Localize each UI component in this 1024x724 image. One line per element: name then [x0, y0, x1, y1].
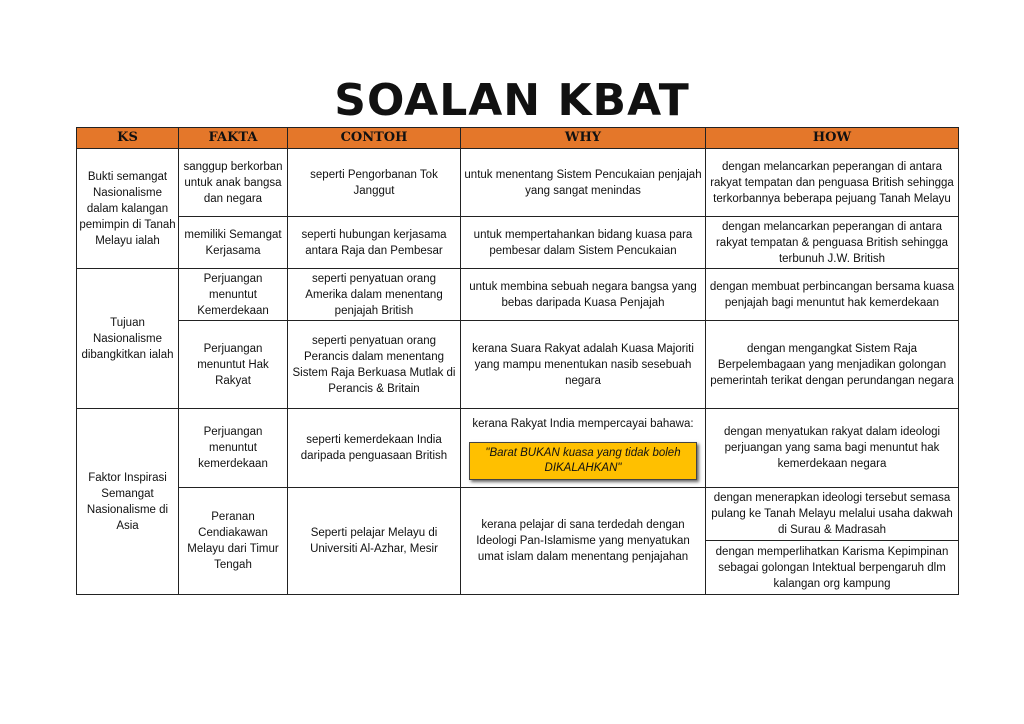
how-cell: dengan melancarkan peperangan di antara rakyat tempatan & penguasa British sehingga terbunuh J.W. British — [706, 217, 959, 269]
table-header-row — [77, 128, 959, 149]
header-why: WHY — [461, 128, 706, 149]
table-row — [77, 488, 959, 595]
fakta-cell: memiliki Semangat Kerjasama — [179, 217, 288, 269]
page-title: SOALAN KBAT — [334, 75, 690, 126]
contoh-cell: seperti penyatuan orang Perancis dalam menentang Sistem Raja Berkuasa Mutlak di Perancis & Britain — [288, 321, 461, 409]
why-text: kerana Rakyat India mempercayai bahawa: — [472, 418, 694, 430]
ks-cell: Tujuan Nasionalisme dibangkitkan ialah — [77, 269, 179, 409]
fakta-cell: Perjuangan menuntut kemerdekaan — [179, 409, 288, 488]
kbat-table — [76, 127, 959, 595]
ks-cell: Faktor Inspirasi Semangat Nasionalisme di Asia — [77, 409, 179, 595]
how-subcell: dengan menerapkan ideologi tersebut semasa pulang ke Tanah Melayu melalui usaha dakwah di Surau & Madrasah — [706, 488, 958, 541]
table-row — [77, 409, 959, 488]
table-row — [77, 321, 959, 409]
how-cell: dengan mengangkat Sistem Raja Berpelembagaan yang menjadikan golongan pemerintah terikat dengan perundangan negara — [706, 321, 959, 409]
how-cell — [706, 488, 959, 595]
table-row — [77, 217, 959, 269]
fakta-cell: Peranan Cendiakawan Melayu dari Timur Tengah — [179, 488, 288, 595]
quote-callout: "Barat BUKAN kuasa yang tidak boleh DIKALAHKAN" — [469, 442, 697, 480]
contoh-cell: seperti penyatuan orang Amerika dalam menentang penjajah British — [288, 269, 461, 321]
table-row — [77, 269, 959, 321]
how-cell: dengan melancarkan peperangan di antara rakyat tempatan dan penguasa British sehingga terkorbannya beberapa pejuang Tanah Melayu — [706, 149, 959, 217]
why-cell: untuk menentang Sistem Pencukaian penjajah yang sangat menindas — [461, 149, 706, 217]
how-subcell: dengan memperlihatkan Karisma Kepimpinan sebagai golongan Intektual berpengaruh dlm kalangan org kampung — [715, 545, 949, 590]
fakta-cell: Perjuangan menuntut Kemerdekaan — [179, 269, 288, 321]
why-cell: untuk mempertahankan bidang kuasa para pembesar dalam Sistem Pencukaian — [461, 217, 706, 269]
header-ks: KS — [77, 128, 179, 149]
why-cell: kerana pelajar di sana terdedah dengan Ideologi Pan-Islamisme yang menyatukan umat islam dalam menentang penjajahan — [461, 488, 706, 595]
header-how: HOW — [706, 128, 959, 149]
contoh-cell: seperti hubungan kerjasama antara Raja dan Pembesar — [288, 217, 461, 269]
fakta-cell: Perjuangan menuntut Hak Rakyat — [179, 321, 288, 409]
contoh-cell: seperti kemerdekaan India daripada penguasaan British — [288, 409, 461, 488]
fakta-cell: sanggup berkorban untuk anak bangsa dan negara — [179, 149, 288, 217]
header-fakta: FAKTA — [179, 128, 288, 149]
contoh-cell: seperti Pengorbanan Tok Janggut — [288, 149, 461, 217]
ks-cell: Bukti semangat Nasionalisme dalam kalangan pemimpin di Tanah Melayu ialah — [77, 149, 179, 269]
how-cell: dengan menyatukan rakyat dalam ideologi perjuangan yang sama bagi menuntut hak kemerdekaan negara — [706, 409, 959, 488]
why-cell: untuk membina sebuah negara bangsa yang bebas daripada Kuasa Penjajah — [461, 269, 706, 321]
how-cell: dengan membuat perbincangan bersama kuasa penjajah bagi menuntut hak kemerdekaan — [706, 269, 959, 321]
contoh-cell: Seperti pelajar Melayu di Universiti Al-Azhar, Mesir — [288, 488, 461, 595]
header-contoh: CONTOH — [288, 128, 461, 149]
table-row — [77, 149, 959, 217]
why-cell: kerana Suara Rakyat adalah Kuasa Majoriti yang mampu menentukan nasib sesebuah negara — [461, 321, 706, 409]
why-cell — [461, 409, 706, 488]
